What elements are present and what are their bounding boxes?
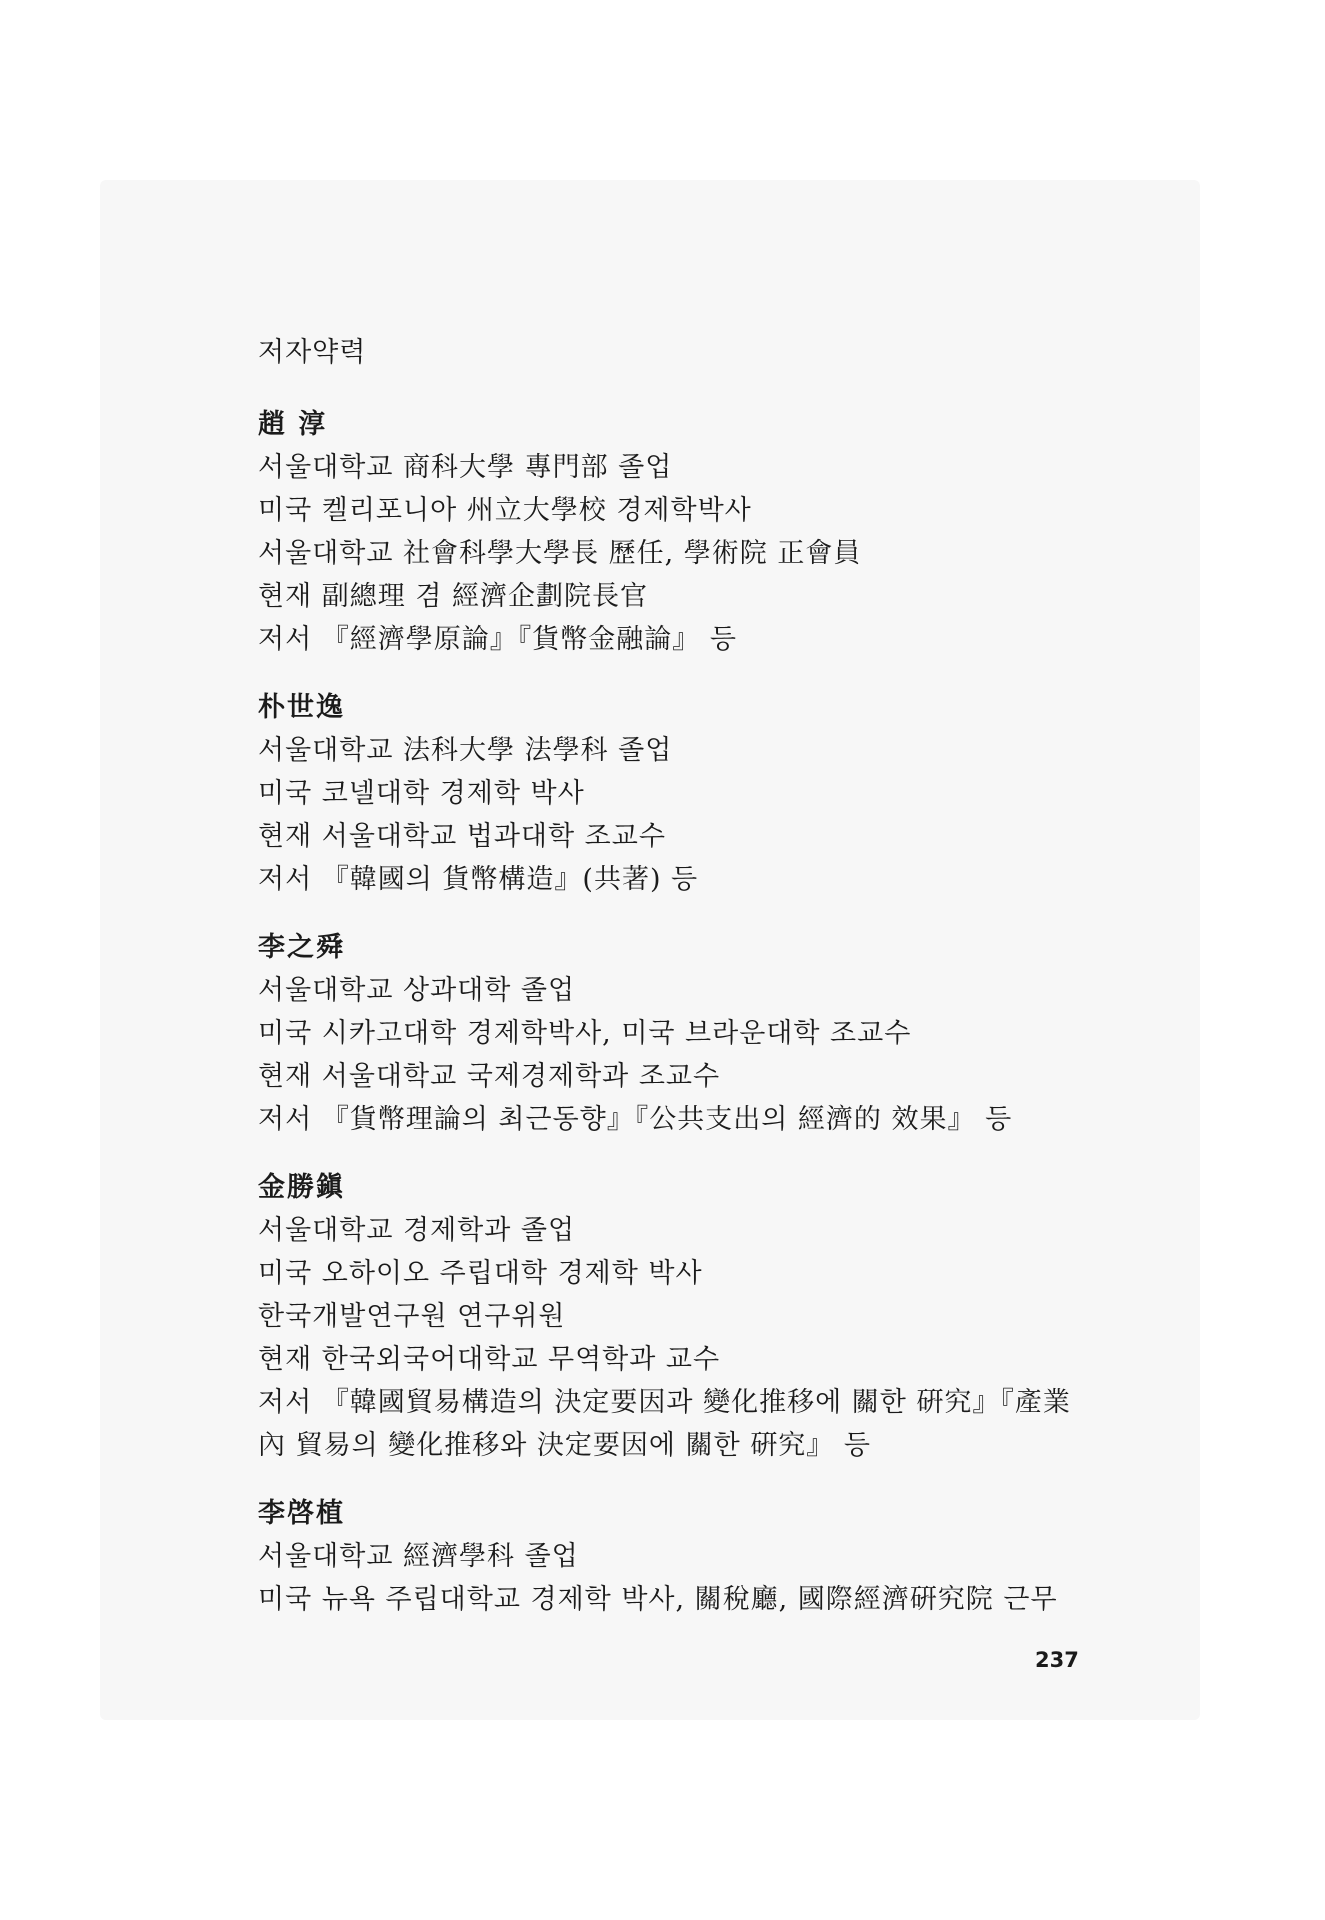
career-line: 저서 『貨幣理論의 최근동향』『公共支出의 經濟的 效果』 등 xyxy=(258,1104,1013,1135)
author-career-list xyxy=(258,969,1118,1141)
career-line: 미국 코넬대학 경제학 박사 xyxy=(258,778,585,809)
career-line: 미국 오하이오 주립대학 경제학 박사 xyxy=(258,1258,703,1289)
career-line: 미국 시카고대학 경제학박사, 미국 브라운대학 조교수 xyxy=(258,1018,912,1049)
career-line: 현재 副總理 겸 經濟企劃院長官 xyxy=(258,581,648,612)
author-name: 李啓植 xyxy=(258,1498,345,1529)
author-name: 朴世逸 xyxy=(258,692,345,723)
section-heading: 저자약력 xyxy=(258,337,367,368)
career-line: 미국 켈리포니아 州立大學校 경제학박사 xyxy=(258,495,752,526)
career-line: 서울대학교 商科大學 專門部 졸업 xyxy=(258,452,673,483)
author-name: 趙 淳 xyxy=(258,409,328,440)
author-name: 金勝鎭 xyxy=(258,1172,345,1203)
career-line: 서울대학교 상과대학 졸업 xyxy=(258,975,576,1006)
author-list xyxy=(258,404,1118,1621)
author-entry xyxy=(258,404,1118,661)
career-line: 저서 『經濟學原論』『貨幣金融論』 등 xyxy=(258,624,737,655)
author-profiles xyxy=(258,338,1118,1647)
career-line: 현재 한국외국어대학교 무역학과 교수 xyxy=(258,1344,721,1375)
career-line: 미국 뉴욕 주립대학교 경제학 박사, 關稅廳, 國際經濟硏究院 근무 xyxy=(258,1584,1058,1615)
career-line: 內 貿易의 變化推移와 決定要因에 關한 硏究』 등 xyxy=(258,1430,871,1461)
career-line: 저서 『韓國의 貨幣構造』(共著) 등 xyxy=(258,864,699,895)
career-line: 서울대학교 法科大學 法學科 졸업 xyxy=(258,735,673,766)
career-line: 저서 『韓國貿易構造의 決定要因과 變化推移에 關한 硏究』『產業 xyxy=(258,1387,1071,1418)
author-entry xyxy=(258,687,1118,901)
career-line: 한국개발연구원 연구위원 xyxy=(258,1301,566,1332)
career-line: 서울대학교 경제학과 졸업 xyxy=(258,1215,576,1246)
author-name: 李之舜 xyxy=(258,932,345,963)
career-line: 현재 서울대학교 법과대학 조교수 xyxy=(258,821,666,852)
career-line: 서울대학교 經濟學科 졸업 xyxy=(258,1541,579,1572)
career-line: 서울대학교 社會科學大學長 歷任, 學術院 正會員 xyxy=(258,538,862,569)
career-line: 현재 서울대학교 국제경제학과 조교수 xyxy=(258,1061,721,1092)
author-entry xyxy=(258,1493,1118,1621)
page-number: 237 xyxy=(1035,1648,1079,1672)
author-career-list xyxy=(258,729,1118,901)
author-career-list xyxy=(258,1535,1118,1621)
author-career-list xyxy=(258,1209,1118,1467)
author-entry xyxy=(258,1167,1118,1467)
author-entry xyxy=(258,927,1118,1141)
author-career-list xyxy=(258,446,1118,661)
